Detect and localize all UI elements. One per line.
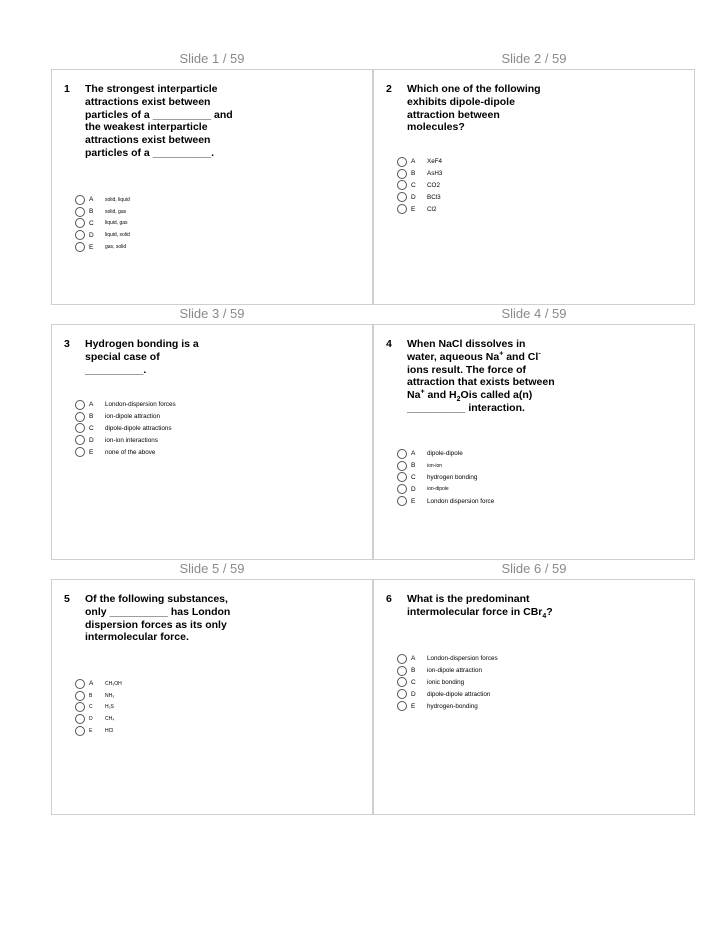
option-letter: D [411,690,416,698]
option-a[interactable] [75,399,176,411]
slide-label-2: Slide 2 / 59 [501,51,567,66]
option-letter: A [411,158,416,166]
radio-button-icon[interactable] [75,726,85,736]
option-text: ion-ion [427,462,443,469]
option-text: dipole-dipole attraction [427,690,491,698]
radio-button-icon[interactable] [397,157,407,167]
radio-button-icon[interactable] [75,195,85,205]
radio-button-icon[interactable] [397,204,407,214]
option-text: solid, liquid [105,196,130,203]
option-letter: B [89,413,94,421]
option-e[interactable] [75,446,176,458]
question-text-part: and H [424,389,457,402]
option-text: ion-ion interactions [105,436,158,444]
option-letter: D [411,193,416,201]
radio-button-icon[interactable] [397,654,407,664]
option-b[interactable] [75,411,176,423]
option-text: London-dispersion forces [427,655,498,663]
radio-button-icon[interactable] [397,192,407,202]
option-text: dipole-dipole attractions [105,424,172,432]
answer-options [397,156,442,215]
option-a[interactable] [397,653,498,665]
question-superscript: - [538,350,541,358]
slide-label-4: Slide 4 / 59 [501,306,567,321]
answer-options [75,399,176,458]
option-c[interactable] [75,702,122,714]
option-text: liquid, gas [105,220,128,227]
radio-button-icon[interactable] [75,691,85,701]
option-b[interactable] [397,665,498,677]
option-d[interactable] [75,434,176,446]
answer-options [75,678,122,737]
option-text: CH₄ [105,716,115,723]
option-text: ion-dipole attraction [105,413,160,421]
question-number: 4 [386,338,392,350]
option-b[interactable] [75,206,130,218]
option-letter: C [89,219,94,227]
slide-card-3 [51,324,373,560]
option-a[interactable] [397,448,494,460]
radio-button-icon[interactable] [75,435,85,445]
option-letter: E [411,205,416,213]
radio-button-icon[interactable] [75,679,85,689]
option-text: London dispersion force [427,497,495,505]
option-text: XeF4 [427,158,443,166]
option-c[interactable] [75,218,130,230]
slide-label-1: Slide 1 / 59 [179,51,245,66]
option-e[interactable] [397,203,442,215]
question-subscript: 2 [456,396,461,404]
question-text-part: and Cl [503,350,539,363]
option-b[interactable] [397,460,494,472]
option-text: dipole-dipole [427,450,463,458]
option-text: CO2 [427,181,440,189]
option-letter: E [411,702,416,710]
answer-options [75,194,130,253]
radio-button-icon[interactable] [75,242,85,252]
question-text-part: ? [546,605,553,618]
question-number: 1 [64,83,70,95]
slide-card-4 [373,324,695,560]
question-number: 2 [386,83,392,95]
option-d[interactable] [397,191,442,203]
question-text: Which one of the following exhibits dipole-dipole attraction between molecules? [407,83,541,134]
option-text: hydrogen-bonding [427,702,478,710]
option-a[interactable] [397,156,442,168]
radio-button-icon[interactable] [75,412,85,422]
radio-button-icon[interactable] [75,400,85,410]
option-d[interactable] [397,483,494,495]
radio-button-icon[interactable] [75,447,85,457]
radio-button-icon[interactable] [397,449,407,459]
option-letter: E [89,243,94,251]
option-e[interactable] [75,725,122,737]
option-c[interactable] [397,677,498,689]
question-text-part: When NaCl dissolves in water, aqueous Na [407,338,526,363]
radio-button-icon[interactable] [75,702,85,712]
option-letter: B [411,667,416,675]
radio-button-icon[interactable] [397,472,407,482]
option-b[interactable] [397,168,442,180]
answer-options [397,448,494,507]
question-text-part: What is the predominant intermolecular force in CBr [407,593,543,618]
option-letter: B [89,208,94,216]
radio-button-icon[interactable] [397,496,407,506]
option-letter: E [411,497,416,505]
option-letter: A [89,196,94,204]
option-text: BCl3 [427,193,441,201]
option-letter: D [89,231,94,239]
radio-button-icon[interactable] [75,218,85,228]
radio-button-icon[interactable] [397,677,407,687]
question-number: 5 [64,593,70,605]
option-e[interactable] [397,495,494,507]
option-letter: C [89,704,93,711]
slide-label-3: Slide 3 / 59 [179,306,245,321]
option-text: solid, gas [105,208,127,215]
option-text: ionic bonding [427,678,465,686]
option-letter: B [411,462,416,470]
option-e[interactable] [75,241,130,253]
question-text: The strongest interparticle attractions exist between particles of a __________ and the weakest interparticle attractions exist between particles of a __________. [85,83,233,159]
question-text: Of the following substances, only __________ has London dispersion forces as its only intermolecular force. [85,593,231,644]
option-text: Cl2 [427,205,437,213]
radio-button-icon[interactable] [397,461,407,471]
option-letter: D [411,485,416,493]
question-number: 6 [386,593,392,605]
slide-label-5: Slide 5 / 59 [179,561,245,576]
question-number: 3 [64,338,70,350]
option-text: ion-dipole [427,486,449,493]
option-b[interactable] [75,690,122,702]
option-letter: E [89,448,94,456]
option-text: hydrogen bonding [427,473,478,481]
option-letter: D [89,436,94,444]
question-text [407,338,557,415]
radio-button-icon[interactable] [75,423,85,433]
radio-button-icon[interactable] [75,207,85,217]
option-e[interactable] [397,700,498,712]
radio-button-icon[interactable] [397,484,407,494]
option-letter: B [89,692,93,699]
option-d[interactable] [75,229,130,241]
option-a[interactable] [75,194,130,206]
option-letter: C [411,473,416,481]
radio-button-icon[interactable] [397,666,407,676]
option-c[interactable] [397,180,442,192]
option-letter: C [411,181,416,189]
option-text: CH₃OH [105,680,122,687]
option-letter: B [411,170,416,178]
question-superscript: + [420,388,425,396]
question-text [407,593,557,619]
option-a[interactable] [75,678,122,690]
option-text: London-dispersion forces [105,401,176,409]
option-text: ion-dipole attraction [427,667,482,675]
slide-card-2 [373,69,695,305]
option-d[interactable] [397,688,498,700]
option-letter: A [89,680,94,688]
option-text: HCl [105,728,114,735]
question-text-part: Ois called a(n) __________ interaction. [407,389,533,414]
option-text: AsH3 [427,170,443,178]
option-text: liquid, solid [105,232,130,239]
slide-card-5 [51,579,373,815]
option-letter: C [89,424,94,432]
option-text: gas, solid [105,244,127,251]
slide-card-6 [373,579,695,815]
question-subscript: 4 [542,612,547,620]
option-text: NH₃ [105,692,115,699]
option-text: none of the above [105,448,156,456]
option-letter: A [411,450,416,458]
question-superscript: + [499,350,504,358]
option-letter: A [411,655,416,663]
option-letter: D [89,716,93,723]
slide-card-1 [51,69,373,305]
option-text: H₂S [105,704,114,711]
option-letter: A [89,401,94,409]
option-letter: C [411,678,416,686]
radio-button-icon[interactable] [75,230,85,240]
option-letter: E [89,728,93,735]
radio-button-icon[interactable] [397,701,407,711]
question-text-part: ions result. The force of attraction that exists between Na [407,363,555,402]
radio-button-icon[interactable] [75,714,85,724]
radio-button-icon[interactable] [397,180,407,190]
answer-options [397,653,498,712]
radio-button-icon[interactable] [397,169,407,179]
option-d[interactable] [75,713,122,725]
option-c[interactable] [397,472,494,484]
option-c[interactable] [75,423,176,435]
radio-button-icon[interactable] [397,689,407,699]
question-text: Hydrogen bonding is a special case of __________. [85,338,199,376]
slide-label-6: Slide 6 / 59 [501,561,567,576]
